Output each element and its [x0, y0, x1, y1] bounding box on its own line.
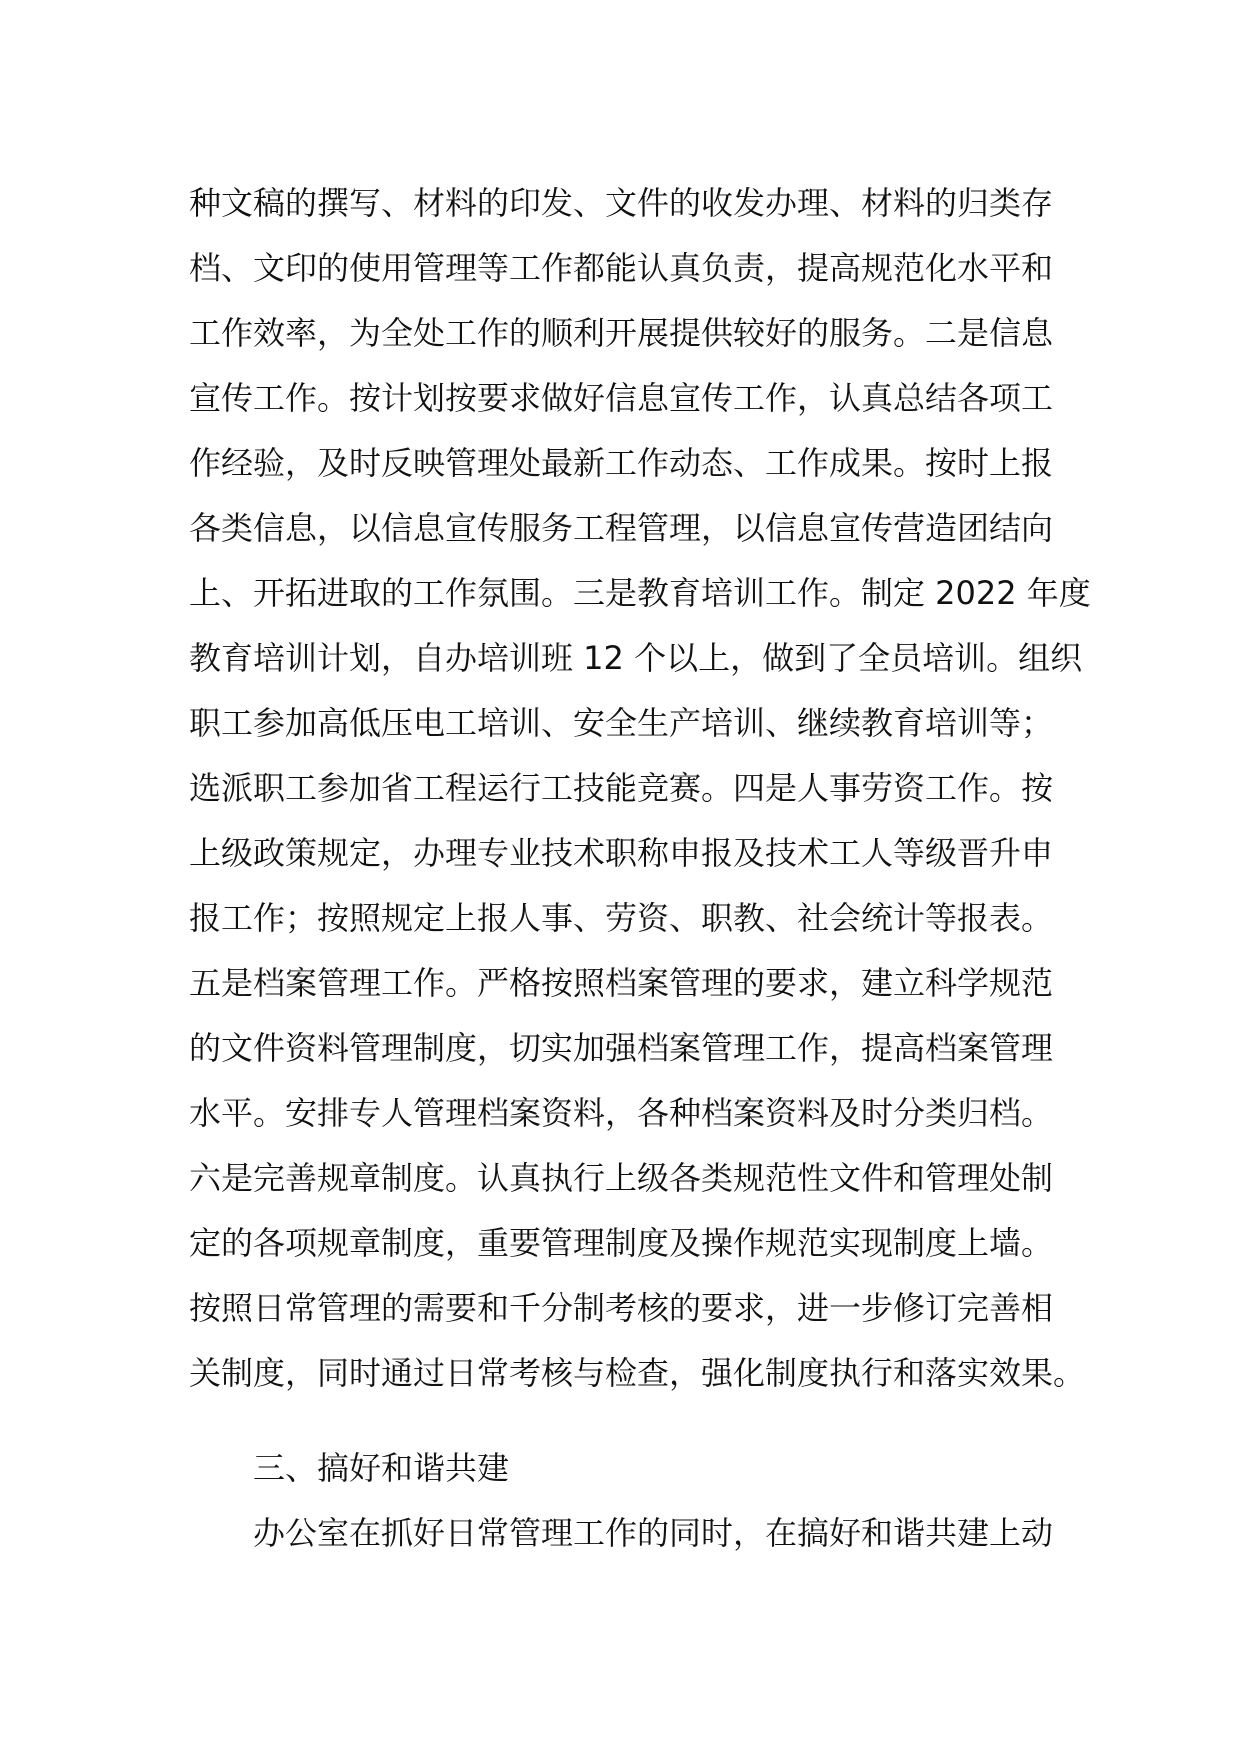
body-line-7: 上、开拓进取的工作氛围。三是教育培训工作。制定 2022 年度: [189, 574, 1091, 612]
body-line-8: 教育培训计划，自办培训班 12 个以上，做到了全员培训。组织: [189, 639, 1083, 677]
body-line-12: 报工作；按照规定上报人事、劳资、职教、社会统计等报表。: [189, 899, 1054, 937]
body-line-4: 宣传工作。按计划按要求做好信息宣传工作，认真总结各项工: [189, 379, 1054, 417]
body-line-3: 工作效率，为全处工作的顺利开展提供较好的服务。二是信息: [189, 314, 1054, 352]
body-line-5: 作经验，及时反映管理处最新工作动态、工作成果。按时上报: [189, 444, 1054, 482]
body-line-16: 六是完善规章制度。认真执行上级各类规范性文件和管理处制: [189, 1159, 1054, 1197]
body-line-2: 档、文印的使用管理等工作都能认真负责，提高规范化水平和: [189, 249, 1054, 287]
section-heading: 三、搞好和谐共建: [253, 1449, 510, 1487]
body-line-15: 水平。安排专人管理档案资料，各种档案资料及时分类归档。: [189, 1094, 1054, 1132]
body-line-1: 种文稿的撰写、材料的印发、文件的收发办理、材料的归类存: [189, 184, 1054, 222]
body-line-14: 的文件资料管理制度，切实加强档案管理工作，提高档案管理: [189, 1029, 1054, 1067]
body-line-18: 按照日常管理的需要和千分制考核的要求，进一步修订完善相: [189, 1289, 1054, 1327]
section-paragraph-line-1: 办公室在抓好日常管理工作的同时，在搞好和谐共建上动: [253, 1514, 1054, 1552]
body-line-17: 定的各项规章制度，重要管理制度及操作规范实现制度上墙。: [189, 1224, 1054, 1262]
body-line-10: 选派职工参加省工程运行工技能竞赛。四是人事劳资工作。按: [189, 769, 1054, 807]
body-line-13: 五是档案管理工作。严格按照档案管理的要求，建立科学规范: [189, 964, 1054, 1002]
body-line-9: 职工参加高低压电工培训、安全生产培训、继续教育培训等；: [189, 704, 1054, 742]
body-line-19: 关制度，同时通过日常考核与检查，强化制度执行和落实效果。: [189, 1354, 1086, 1392]
body-line-11: 上级政策规定，办理专业技术职称申报及技术工人等级晋升申: [189, 834, 1054, 872]
body-line-6: 各类信息，以信息宣传服务工程管理，以信息宣传营造团结向: [189, 509, 1054, 547]
